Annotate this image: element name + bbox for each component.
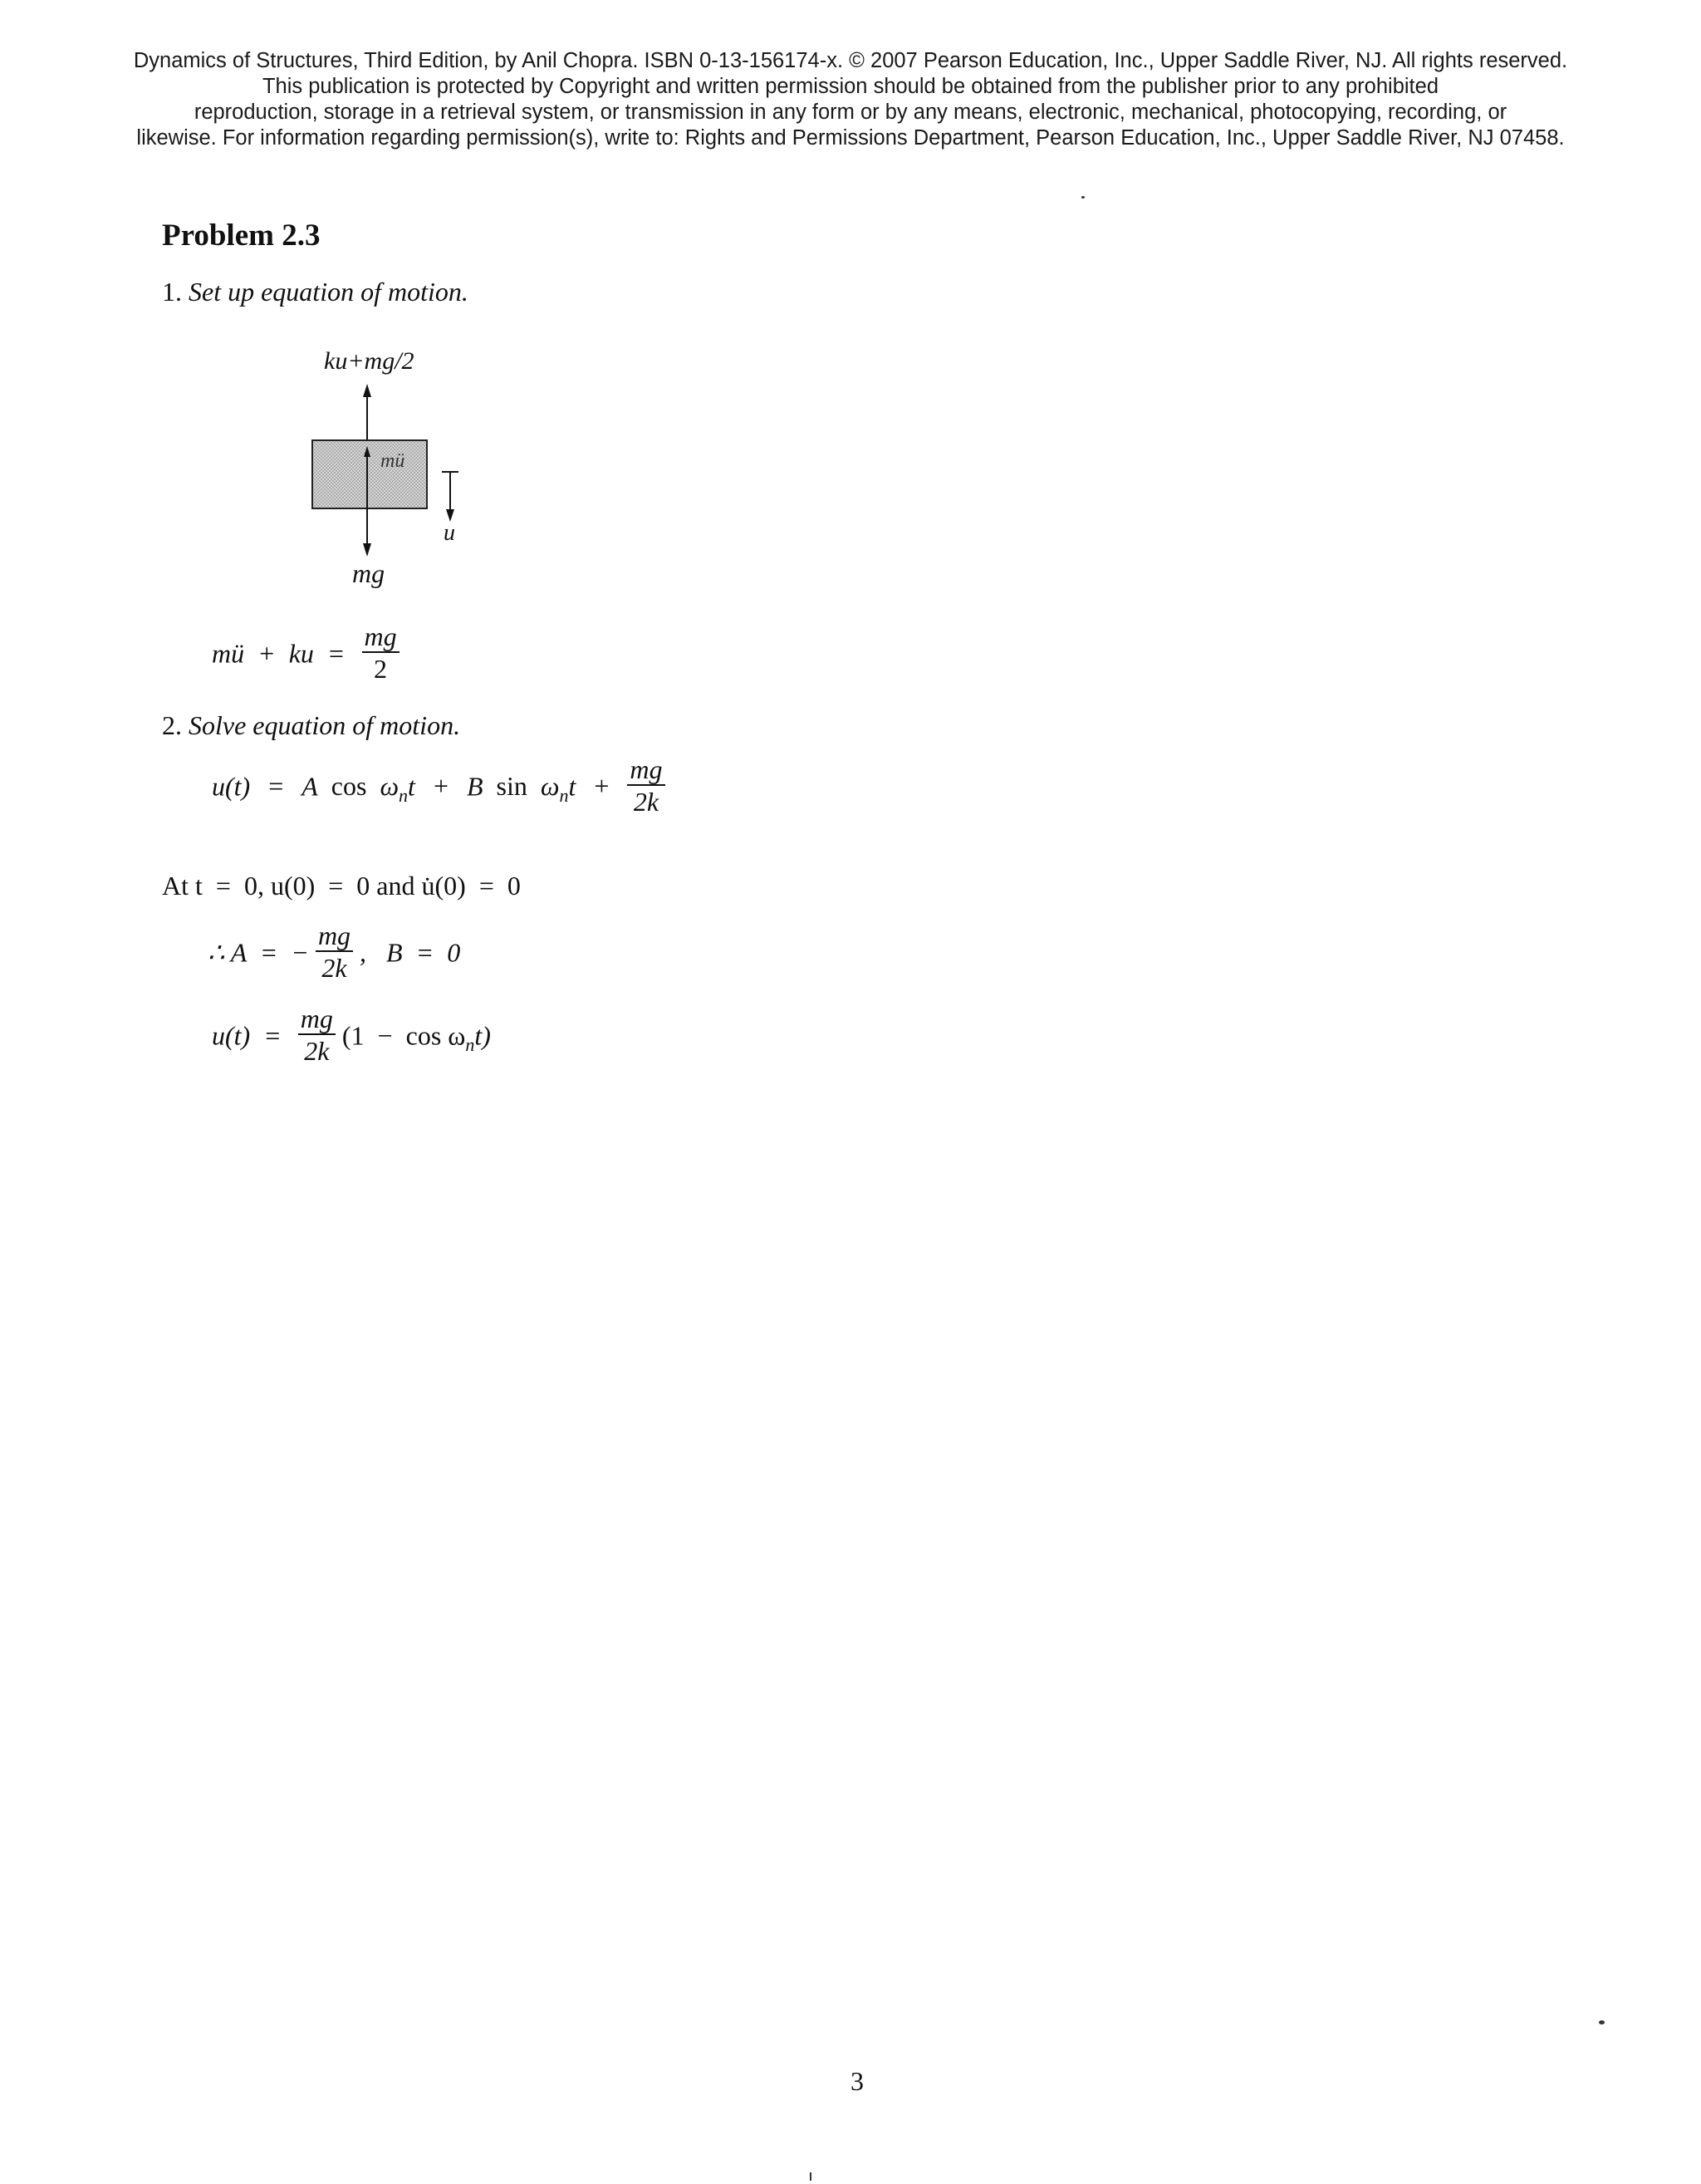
a-denominator: 2k [321,953,347,983]
final-rhs-part-1: (1 − cos ω [341,1020,466,1051]
step-1-text: Set up equation of motion. [189,277,468,307]
solution-omega-1: ω [380,771,400,802]
scan-speck [1081,196,1085,199]
final-numerator: mg [298,1004,336,1035]
solution-plus-2: + [594,771,610,802]
mass-block [312,440,427,508]
final-rhs-subscript: n [465,1034,475,1056]
b-value: , B = 0 [360,937,461,968]
header-line-4: likewise. For information regarding permission(s), write to: Rights and Permissions Department, Pearson Education, Inc., Upper Saddle River, NJ 07458. [136,126,1565,150]
solution-n-1: n [399,785,409,807]
final-rhs-part-2: t) [474,1020,491,1051]
top-force-arrowhead [363,384,371,397]
final-denominator: 2k [304,1036,330,1066]
final-fraction [298,1004,336,1067]
eom-denominator: 2 [374,654,388,684]
solution-lhs: u(t) [212,771,251,802]
constants-line [208,920,461,987]
gravity-arrowhead [363,543,371,557]
general-solution [212,754,665,821]
solution-plus-1: + [433,771,449,802]
free-body-diagram [282,341,515,590]
final-solution [212,1004,491,1070]
solution-cos: cos [331,771,367,802]
solution-denominator: 2k [633,787,659,817]
solution-a: A [301,771,318,802]
therefore-a: ∴ A = − [208,937,309,968]
solution-n-2: n [559,785,569,807]
solution-t-2: t [568,771,576,802]
a-numerator: mg [316,920,353,952]
eom-numerator: mg [362,621,400,653]
header-line-2: This publication is protected by Copyright and written permission should be obtained from the publisher prior to any prohibited [262,75,1439,98]
step-2-number: 2. [162,710,182,740]
eom-lhs: mü + ku = [212,638,346,669]
final-lhs: u(t) = [212,1020,282,1051]
a-fraction [316,920,353,984]
page-number: 3 [850,2066,864,2096]
displacement-label: u [444,520,455,546]
top-force-label: ku+mg/2 [324,347,414,375]
header-line-1: Dynamics of Structures, Third Edition, by Anil Chopra. ISBN 0-13-156174-x. © 2007 Pearson Education, Inc., Upper Saddle River, NJ. All rights reserved. [133,49,1568,72]
solution-numerator: mg [627,754,664,786]
step-1-heading [162,277,468,307]
header-line-3: reproduction, storage in a retrieval system, or transmission in any form or by any means, electronic, mechanical, photocopying, recording, or [194,101,1507,124]
copyright-header [0,48,1701,151]
step-1-number: 1. [162,277,182,307]
initial-conditions: At t = 0, u(0) = 0 and u̇(0) = 0 [162,871,521,901]
problem-title: Problem 2.3 [162,218,321,253]
solution-t-1: t [408,771,415,802]
eom-fraction [362,621,400,685]
gravity-label: mg [352,558,385,588]
step-2-text: Solve equation of motion. [189,710,461,740]
solution-fraction [627,754,664,817]
solution-omega-2: ω [540,771,560,802]
equation-of-motion [212,621,400,688]
step-2-heading [162,710,460,741]
solution-sin: sin [496,771,527,802]
solution-equals: = [268,771,284,802]
scan-speck [1599,2020,1605,2024]
inertia-force-label: mü [380,450,405,472]
scan-speck [810,2172,811,2181]
solution-b: B [466,771,483,802]
